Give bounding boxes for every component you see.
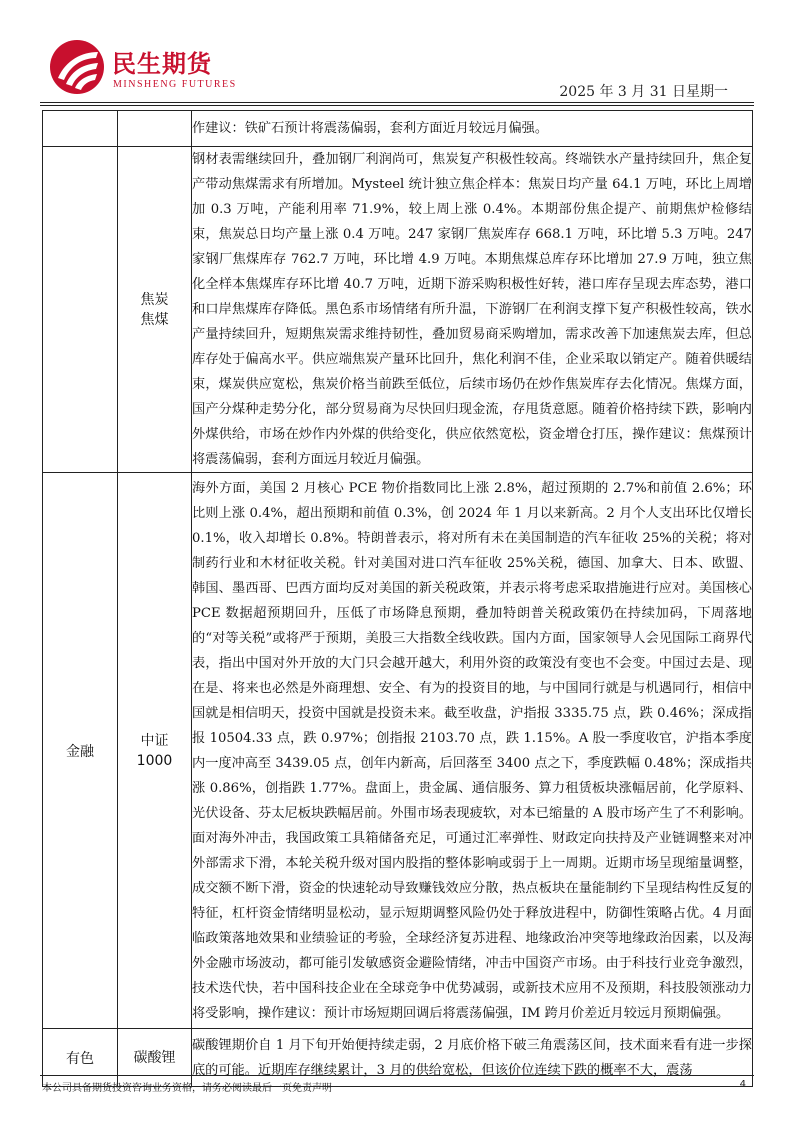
- analysis-cell: 钢材表需继续回升，叠加钢厂利润尚可，焦炭复产积极性较高。终端铁水产量持续回升，焦企复产带动焦煤需求有所增加。Mysteel 统计独立焦企样本：焦炭日均产量 64.1 万吨，环比上周增加 0.3 万吨，产能利用率 71.9%，较上周上涨 0.4%。本期部份焦企提产、前期焦炉检修结束，焦炭总日均产量上涨 0.4 万吨。247 家钢厂焦炭库存 668.1 万吨，环比增 5.3 万吨。247 家钢厂焦煤库存 762.7 万吨，环比增 4.9 万吨。本期焦煤总库存环比增加 27.9 万吨，独立焦化全样本焦煤库存环比增 40.7 万吨，近期下游采购积极性好转，港口库存呈现去库态势，港口和口岸焦煤库存降低。黑色系市场情绪有所升温，下游钢厂在利润支撑下复产积极性较高，铁水产量持续回升，短期焦炭需求维持韧性，叠加贸易商采购增加，需求改善下加速焦炭去库，但总库存处于偏高水平。供应端焦炭产量环比回升，焦化利润不佳，企业采取以销定产。随着供暖结束，煤炭供应宽松，焦炭价格当前跌至低位，后续市场仍在炒作焦炭库存去化情况。焦煤方面，国产分煤种走势分化，部分贸易商为尽快回归现金流，存甩货意愿。随着价格持续下跌，影响内外煤供给，市场在炒作内外煤的供给变化，供应依然宽松，资金增仓打压，操作建议：焦煤预计将震荡偏弱，套利方面远月较近月偏强。: [192, 147, 753, 473]
- header-divider-thin: [40, 105, 754, 106]
- report-date: 2025 年 3 月 31 日星期一: [559, 84, 728, 100]
- product-cell: 焦炭 焦煤: [118, 147, 192, 473]
- sector-cell: [43, 111, 118, 147]
- table-row: [43, 473, 753, 1029]
- product-cell: 碳酸锂: [118, 1029, 192, 1087]
- product-cell: 中证 1000: [118, 473, 192, 1029]
- analysis-cell: 碳酸锂期价自 1 月下旬开始便持续走弱，2 月底价格下破三角震荡区间，技术面来看有进一步探底的可能。近期库存继续累计，3 月的供给宽松，但该价位连续下跌的概率不大，震荡: [192, 1029, 753, 1087]
- sector-cell: [43, 147, 118, 473]
- sector-cell: 有色: [43, 1029, 118, 1087]
- page-number: 4: [739, 1079, 746, 1090]
- table-row: [43, 147, 753, 473]
- brand-name-cn: 民生期货: [112, 50, 212, 78]
- footer-divider: [40, 1075, 754, 1076]
- sector-cell: 金融: [43, 473, 118, 1029]
- minsheng-logo: [48, 38, 106, 96]
- footer-disclaimer: 本公司具备期货投资咨询业务资格，请务必阅读最后一页免责声明: [42, 1083, 332, 1094]
- commodity-analysis-table: [42, 110, 753, 1087]
- product-cell: [118, 111, 192, 147]
- analysis-cell: 作建议：铁矿石预计将震荡偏弱，套利方面近月较远月偏强。: [192, 111, 753, 147]
- table-row: [43, 1029, 753, 1087]
- table-row: [43, 111, 753, 147]
- brand-name-en: MINSHENG FUTURES: [113, 79, 237, 90]
- analysis-cell: 海外方面，美国 2 月核心 PCE 物价指数同比上涨 2.8%，超过预期的 2.7%和前值 2.6%；环比则上涨 0.4%，超出预期和前值 0.3%，创 2024 年 1 月以来新高。2 月个人支出环比仅增长 0.1%，收入却增长 0.8%。特朗普表示，将对所有未在美国制造的汽车征收 25%的关税；将对制药行业和木材征收关税。针对美国对进口汽车征收 25%关税，德国、加拿大、日本、欧盟、韩国、墨西哥、巴西方面均反对美国的新关税政策，并表示将考虑采取措施进行应对。美国核心 PCE 数据超预期回升，压低了市场降息预期，叠加特朗普关税政策仍在持续加码，下周落地的“对等关税”或将严于预期，美股三大指数全线收跌。国内方面，国家领导人会见国际工商界代表，指出中国对外开放的大门只会越开越大，利用外资的政策没有变也不会变。中国过去是、现在是、将来也必然是外商理想、安全、有为的投资目的地，与中国同行就是与机遇同行，相信中国就是相信明天，投资中国就是投资未来。截至收盘，沪指报 3335.75 点，跌 0.46%；深成指报 10504.33 点，跌 0.97%；创指报 2103.70 点，跌 1.15%。A 股一季度收官，沪指本季度内一度冲高至 3439.05 点，创年内新高，后回落至 3400 点之下，季度跌幅 0.48%；深成指共涨 0.86%，创指跌 1.77%。盘面上，贵金属、通信服务、算力租赁板块涨幅居前，化学原料、光伏设备、芬太尼板块跌幅居前。外围市场表现疲软，对本已缩量的 A 股市场产生了不利影响。面对海外冲击，我国政策工具箱储备充足，可通过汇率弹性、财政定向扶持及产业链调整来对冲外部需求下滑，本轮关税升级对国内股指的整体影响或弱于上一周期。近期市场呈现缩量调整，成交额不断下滑，资金的快速轮动导致赚钱效应分散，热点板块在量能制约下呈现结构性反复的特征，杠杆资金情绪明显松动，显示短期调整风险仍处于释放进程中，防御性策略占优。4 月面临政策落地效果和业绩验证的考验，全球经济复苏进程、地缘政治冲突等地缘政治因素，以及海外金融市场波动，都可能引发敏感资金避险情绪，冲击中国资产市场。由于科技行业竞争激烈，技术迭代快，若中国科技企业在全球竞争中优势减弱，或新技术应用不及预期，科技股领涨动力将受影响，操作建议：预计市场短期回调后将震荡偏强，IM 跨月价差近月较远月预期偏强。: [192, 473, 753, 1029]
- header-divider: [40, 102, 754, 103]
